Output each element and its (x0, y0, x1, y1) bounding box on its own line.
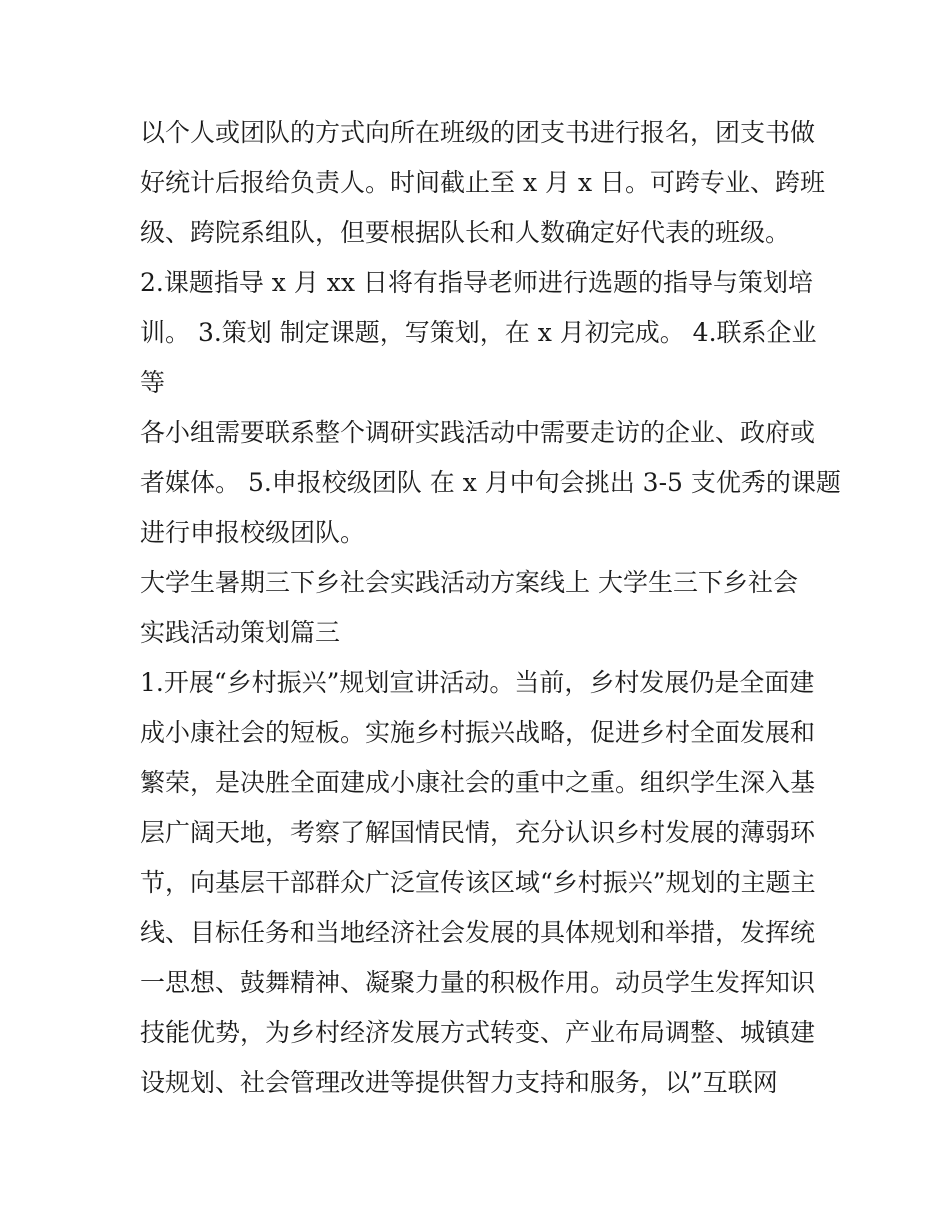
text-line: 训。 3.策划 制定课题，写策划，在 x 月初完成。 4.联系企业 (140, 318, 817, 347)
text-line: 繁荣，是决胜全面建成小康社会的重中之重。组织学生深入基 (140, 768, 816, 797)
text-line: 一思想、鼓舞精神、凝聚力量的积极作用。动员学生发挥知识 (140, 968, 816, 997)
text-line: 者媒体。 5.申报校级团队 在 x 月中旬会挑出 3-5 支优秀的课题 (140, 468, 841, 497)
text-line: 设规划、社会管理改进等提供智力支持和服务，以”互联网 (140, 1068, 778, 1097)
text-line: 节，向基层干部群众广泛宣传该区域“乡村振兴”规划的主题主 (140, 868, 816, 897)
body-text (140, 108, 841, 1108)
text-line: 等 (140, 368, 166, 397)
text-line: 以个人或团队的方式向所在班级的团支书进行报名，团支书做 (140, 118, 816, 147)
text-line: 成小康社会的短板。实施乡村振兴战略，促进乡村全面发展和 (140, 718, 816, 747)
text-line: 进行申报校级团队。 (140, 518, 366, 547)
section-heading-line: 实践活动策划篇三 (140, 618, 341, 647)
text-line: 各小组需要联系整个调研实践活动中需要走访的企业、政府或 (140, 418, 816, 447)
text-line: 级、跨院系组队，但要根据队长和人数确定好代表的班级。 (140, 218, 791, 247)
text-line: 层广阔天地，考察了解国情民情，充分认识乡村发展的薄弱环 (140, 818, 816, 847)
text-line: 技能优势，为乡村经济发展方式转变、产业布局调整、城镇建 (140, 1018, 816, 1047)
text-line: 线、目标任务和当地经济社会发展的具体规划和举措，发挥统 (140, 918, 816, 947)
text-line: 1.开展“乡村振兴”规划宣讲活动。当前，乡村发展仍是全面建 (140, 668, 815, 697)
text-line: 2.课题指导 x 月 xx 日将有指导老师进行选题的指导与策划培 (140, 268, 813, 297)
text-line: 好统计后报给负责人。时间截止至 x 月 x 日。可跨专业、跨班 (140, 168, 825, 197)
section-heading-line: 大学生暑期三下乡社会实践活动方案线上 大学生三下乡社会 (140, 568, 798, 597)
